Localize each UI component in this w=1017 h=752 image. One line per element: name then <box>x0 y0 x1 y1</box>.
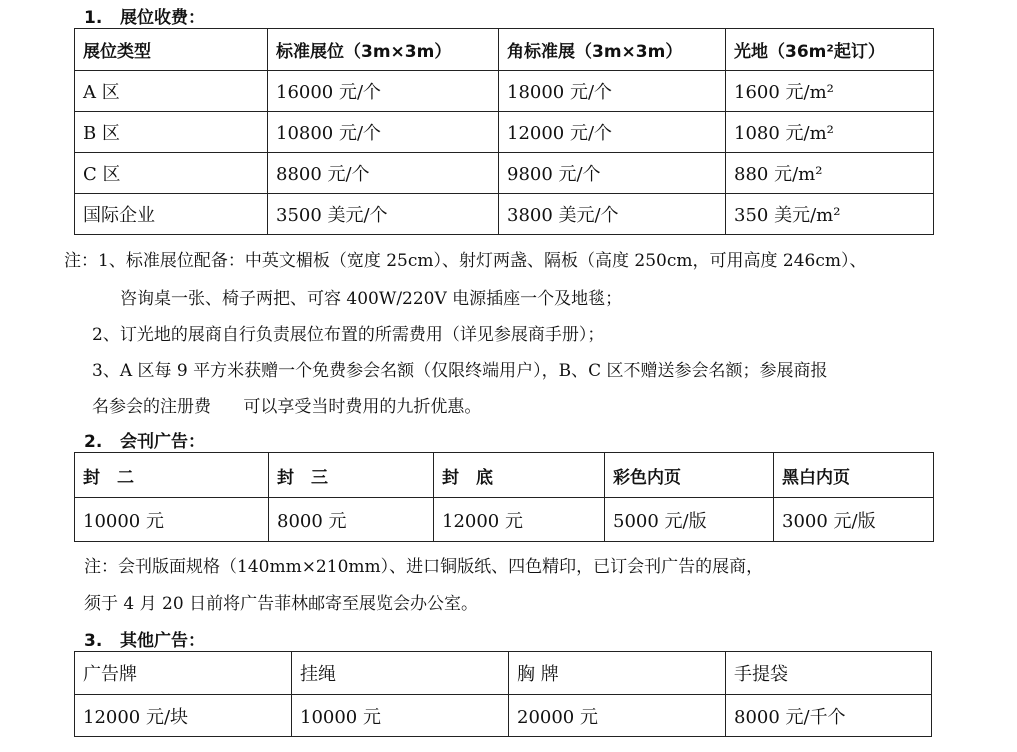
table-cell: 12000 元/块 <box>75 695 292 737</box>
column-header: 彩色内页 <box>605 453 774 498</box>
table-row <box>75 695 932 737</box>
table-cell: 12000 元 <box>434 498 605 542</box>
table-row <box>75 71 934 112</box>
table-row <box>75 153 934 194</box>
ad-note-line: 注：会刊版面规格（140mm×210mm）、进口铜版纸、四色精印，已订会刊广告的展商， <box>84 557 764 577</box>
booth-note-line: 注：1、标准展位配备：中英文楣板（宽度 25cm）、射灯两盏、隔板（高度 250cm，可用高度 246cm）、 <box>64 251 867 271</box>
ad-note-line: 须于 4 月 20 日前将广告菲林邮寄至展览会办公室。 <box>84 594 479 614</box>
table-cell: 手提袋 <box>726 652 932 695</box>
section-heading-other-ads: 3. 其他广告： <box>84 631 205 651</box>
table-cell: 350 美元/m² <box>726 194 934 235</box>
table-cell: 10800 元/个 <box>268 112 499 153</box>
table-cell: 胸 牌 <box>509 652 726 695</box>
table-cell: 20000 元 <box>509 695 726 737</box>
table-cell: A 区 <box>75 71 268 112</box>
column-header: 光地（36m²起订） <box>726 29 934 71</box>
journal-ad-table <box>74 452 934 542</box>
column-header: 封 二 <box>75 453 269 498</box>
table-cell: 挂绳 <box>292 652 509 695</box>
table-cell: B 区 <box>75 112 268 153</box>
booth-note-line: 2、订光地的展商自行负责展位布置的所需费用（详见参展商手册）； <box>92 325 605 345</box>
column-header: 封 三 <box>269 453 434 498</box>
table-cell: 880 元/m² <box>726 153 934 194</box>
column-header: 封 底 <box>434 453 605 498</box>
table-cell: 国际企业 <box>75 194 268 235</box>
section-heading-booth: 1. 展位收费： <box>84 8 205 28</box>
table-cell: 18000 元/个 <box>499 71 726 112</box>
table-cell: 10000 元 <box>292 695 509 737</box>
table-cell: 12000 元/个 <box>499 112 726 153</box>
table-cell: 3500 美元/个 <box>268 194 499 235</box>
booth-fee-table <box>74 28 934 235</box>
table-row <box>75 112 934 153</box>
table-cell: 广告牌 <box>75 652 292 695</box>
table-cell: 16000 元/个 <box>268 71 499 112</box>
table-cell: 8000 元 <box>269 498 434 542</box>
table-cell: C 区 <box>75 153 268 194</box>
booth-note-line: 3、A 区每 9 平方米获赠一个免费参会名额（仅限终端用户），B、C 区不赠送参会名额；参展商报 <box>92 361 828 381</box>
table-cell: 3800 美元/个 <box>499 194 726 235</box>
table-cell: 5000 元/版 <box>605 498 774 542</box>
table-cell: 8000 元/千个 <box>726 695 932 737</box>
table-cell: 1080 元/m² <box>726 112 934 153</box>
table-cell: 10000 元 <box>75 498 269 542</box>
table-cell: 9800 元/个 <box>499 153 726 194</box>
table-row <box>75 194 934 235</box>
table-header-row <box>75 29 934 71</box>
booth-note-line: 名参会的注册费 可以享受当时费用的九折优惠。 <box>92 397 482 417</box>
other-ads-table <box>74 651 932 737</box>
table-header-row <box>75 453 934 498</box>
column-header: 展位类型 <box>75 29 268 71</box>
table-cell: 1600 元/m² <box>726 71 934 112</box>
column-header: 标准展位（3m×3m） <box>268 29 499 71</box>
table-row <box>75 498 934 542</box>
booth-note-line: 咨询桌一张、椅子两把、可容 400W/220V 电源插座一个及地毯； <box>120 289 623 309</box>
column-header: 黑白内页 <box>774 453 934 498</box>
table-row <box>75 652 932 695</box>
section-heading-ads: 2. 会刊广告： <box>84 432 205 452</box>
table-cell: 8800 元/个 <box>268 153 499 194</box>
table-cell: 3000 元/版 <box>774 498 934 542</box>
column-header: 角标准展（3m×3m） <box>499 29 726 71</box>
